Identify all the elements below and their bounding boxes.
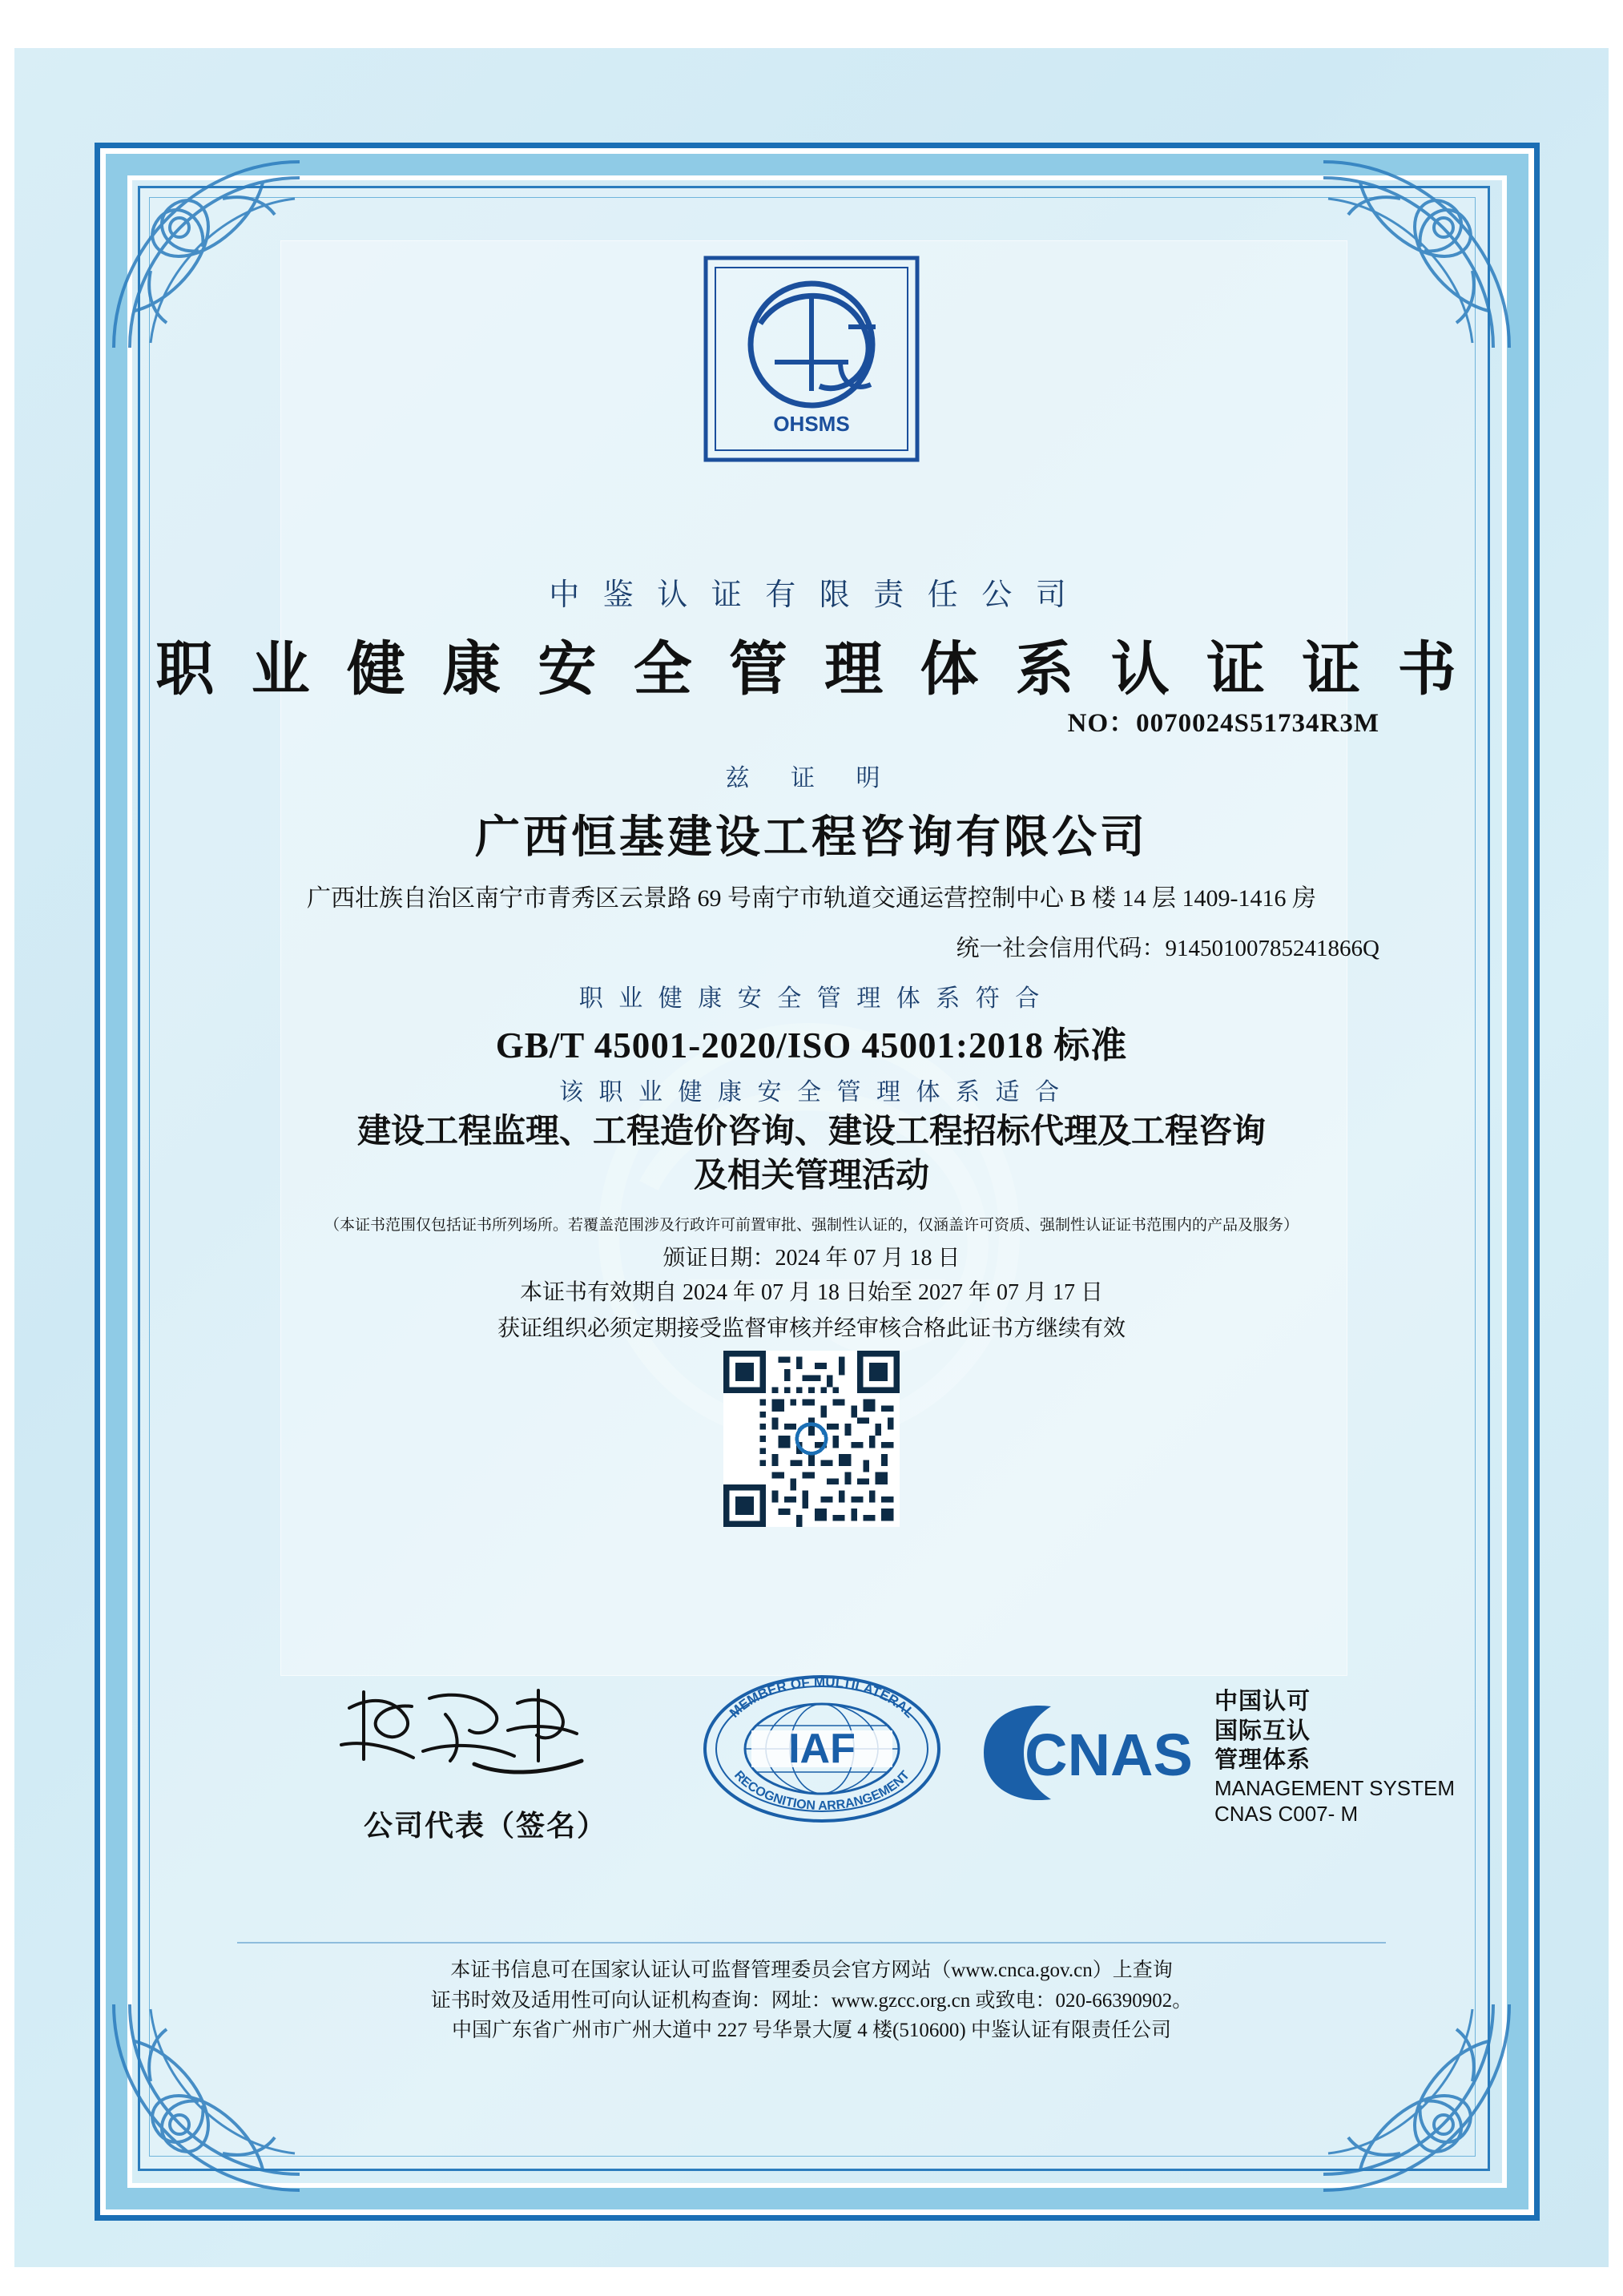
credit-code-label: 统一社会信用代码： <box>956 936 1166 961</box>
cnas-cn-line-2: 国际互认 <box>1214 1718 1311 1744</box>
certificate-number-value: 0070024S51734R3M <box>1136 709 1379 738</box>
issuing-body: 中 鉴 认 证 有 限 责 任 公 司 <box>549 578 1074 612</box>
iaf-logo-icon <box>702 1673 942 1825</box>
logo-label: OHSMS <box>773 412 850 436</box>
iaf-bottom-text: RECOGNITION ARRANGEMENT <box>731 1768 912 1814</box>
surveillance-note: 获证组织必须定期接受监督审核并经审核合格此证书方继续有效 <box>497 1316 1126 1341</box>
footer-line-3: 中国广东省广州市广州大道中 227 号华景大厦 4 楼(510600) 中鉴认证有限责任公司 <box>452 2020 1171 2041</box>
scope-intro: 该 职 业 健 康 安 全 管 理 体 系 适 合 <box>559 1079 1064 1106</box>
zhongjian-ohsms-logo-icon <box>691 250 932 474</box>
certificate-title: 职 业 健 康 安 全 管 理 体 系 认 证 证 书 <box>155 637 1468 702</box>
certificate-number-label: NO： <box>1067 709 1137 738</box>
credit-code <box>956 930 1379 963</box>
footer-text <box>149 1956 1474 2046</box>
certificate-number <box>1068 702 1379 739</box>
cnas-en-line-2: CNAS C007- M <box>1214 1802 1359 1827</box>
company-address: 广西壮族自治区南宁市青秀区云景路 69 号南宁市轨道交通运营控制中心 B 楼 14 层 1409-1416 房 <box>307 885 1316 912</box>
certificate-content <box>149 197 1474 2155</box>
iaf-center-text: IAF <box>788 1726 856 1772</box>
signature-block <box>317 1671 654 1844</box>
footer-divider <box>237 1942 1386 1944</box>
scope-line-1: 建设工程监理、工程造价咨询、建设工程招标代理及工程咨询 <box>356 1114 1266 1150</box>
cnas-mark-text: CNAS <box>1025 1722 1193 1788</box>
signature-icon <box>317 1671 654 1791</box>
company-name: 广西恒基建设工程咨询有限公司 <box>475 813 1148 863</box>
cnas-cn-line-1: 中国认可 <box>1214 1689 1311 1714</box>
scope-note: （本证书范围仅包括证书所列场所。若覆盖范围涉及行政许可前置审批、强制性认证的，仅涵盖许可资质、强制性认证证书范围内的产品及服务） <box>324 1217 1299 1234</box>
footer-line-1: 本证书信息可在国家认证认可监督管理委员会官方网站（www.cnca.gov.cn）上查询 <box>450 1960 1173 1981</box>
cnas-cn-line-3: 管理体系 <box>1214 1747 1311 1774</box>
cnas-logo-icon <box>974 1697 1214 1809</box>
scope-line-2: 及相关管理活动 <box>693 1158 929 1195</box>
footer-line-2: 证书时效及适用性可向认证机构查询：网址：www.gzcc.org.cn 或致电：020-66390902。 <box>430 1989 1193 2012</box>
validity-period: 本证书有效期自 2024 年 07 月 18 日始至 2027 年 07 月 17 日 <box>519 1280 1103 1305</box>
svg-text:MEMBER OF MULTILATERAL <box>727 1674 917 1721</box>
certificate-qr-code[interactable] <box>723 1351 900 1527</box>
iaf-top-text: MEMBER OF MULTILATERAL <box>727 1674 918 1721</box>
standard-reference: GB/T 45001-2020/ISO 45001:2018 标准 <box>495 1025 1128 1065</box>
credit-code-value: 91450100785241866Q <box>1165 936 1379 961</box>
cnas-accreditation-text <box>1214 1687 1455 1827</box>
signature-label: 公司代表（签名） <box>363 1810 607 1842</box>
hereby-certify: 兹 证 明 <box>725 765 898 792</box>
issue-date: 颁证日期：2024 年 07 月 18 日 <box>662 1246 961 1271</box>
conformity-line: 职 业 健 康 安 全 管 理 体 系 符 合 <box>578 985 1045 1012</box>
scope-text <box>285 1110 1338 1199</box>
logo-wrap <box>691 250 932 478</box>
cnas-en-line-1: MANAGEMENT SYSTEM <box>1214 1775 1456 1800</box>
